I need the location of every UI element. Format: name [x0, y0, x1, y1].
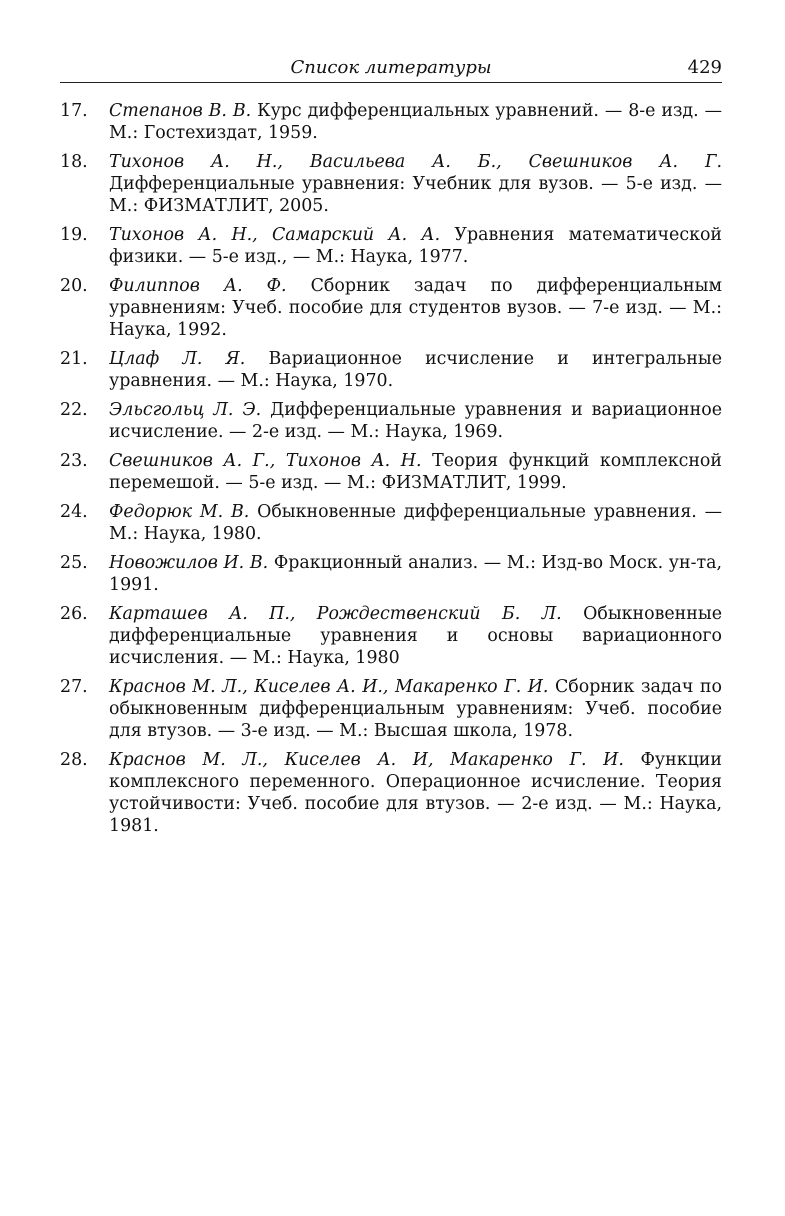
reference-authors: Степанов В. В.: [109, 101, 252, 121]
reference-text: Дифференциальные уравнения: Учебник для вузов. — 5-е изд. — М.: ФИЗМАТЛИТ, 2005.: [109, 174, 722, 216]
reference-number: 23.: [60, 451, 88, 471]
reference-authors: Новожилов И. В.: [109, 553, 269, 573]
reference-text: Теория функций комплексной перемешой. — 5-е изд. — М.: ФИЗМАТЛИТ, 1999.: [109, 451, 722, 493]
reference-item: [60, 275, 722, 341]
reference-number: 26.: [60, 604, 88, 624]
reference-authors: Свешников А. Г., Тихонов А. Н.: [109, 451, 422, 471]
reference-item: [60, 348, 722, 392]
reference-number: 27.: [60, 677, 88, 697]
reference-text: Вариационное исчисление и интегральные уравнения. — М.: Наука, 1970.: [109, 349, 722, 391]
reference-text: Фракционный анализ. — М.: Изд-во Моск. ун-та, 1991.: [109, 553, 723, 595]
reference-text: Обыкновенные дифференциальные уравнения и основы вариационного исчисления. — М.: Наука, 1980: [109, 604, 722, 668]
reference-item: [60, 501, 722, 545]
reference-text: Уравнения математической физики. — 5-е изд., — М.: Наука, 1977.: [109, 225, 722, 267]
reference-authors: Федорюк М. В.: [109, 502, 250, 522]
reference-authors: Тихонов А. Н., Самарский А. А.: [109, 225, 441, 245]
reference-text: Сборник задач по дифференциальным уравнениям: Учеб. пособие для студентов вузов. — 7-е изд. — М.: Наука, 1992.: [109, 276, 723, 340]
reference-number: 18.: [60, 152, 88, 172]
reference-number: 19.: [60, 225, 88, 245]
reference-list: [60, 100, 722, 844]
reference-item: [60, 151, 722, 217]
reference-number: 21.: [60, 349, 88, 369]
reference-number: 24.: [60, 502, 88, 522]
reference-item: [60, 552, 722, 596]
reference-item: [60, 450, 722, 494]
reference-authors: Цлаф Л. Я.: [109, 349, 246, 369]
reference-authors: Тихонов А. Н., Васильева А. Б., Свешников А. Г.: [109, 152, 722, 172]
reference-authors: Карташев А. П., Рождественский Б. Л.: [109, 604, 562, 624]
reference-text: Обыкновенные дифференциальные уравнения. — М.: Наука, 1980.: [109, 502, 723, 544]
reference-item: [60, 100, 722, 144]
reference-authors: Эльсгольц Л. Э.: [109, 400, 262, 420]
reference-number: 25.: [60, 553, 88, 573]
reference-authors: Краснов М. Л., Киселев А. И, Макаренко Г. И.: [109, 750, 624, 770]
reference-item: [60, 676, 722, 742]
reference-text: Курс дифференциальных уравнений. — 8-е изд. — М.: Гостехиздат, 1959.: [109, 101, 722, 143]
reference-item: [60, 224, 722, 268]
running-title: Список литературы: [290, 57, 492, 78]
reference-number: 17.: [60, 101, 88, 121]
running-header: [60, 58, 722, 83]
reference-text: Дифференциальные уравнения и вариационное исчисление. — 2-е изд. — М.: Наука, 1969.: [109, 400, 723, 442]
reference-authors: Краснов М. Л., Киселев А. И., Макаренко Г. И.: [109, 677, 549, 697]
reference-number: 20.: [60, 276, 88, 296]
reference-item: [60, 749, 722, 837]
reference-text: Функции комплексного переменного. Операционное исчисление. Теория устойчивости: Учеб. пособие для втузов. — 2-е изд. — М.: Наука, 1981.: [109, 750, 722, 836]
page-number: 429: [687, 57, 722, 78]
reference-item: [60, 603, 722, 669]
reference-number: 28.: [60, 750, 88, 770]
reference-number: 22.: [60, 400, 88, 420]
reference-authors: Филиппов А. Ф.: [109, 276, 287, 296]
reference-item: [60, 399, 722, 443]
reference-text: Сборник задач по обыкновенным дифференциальным уравнениям: Учеб. пособие для втузов. — 3-е изд. — М.: Высшая школа, 1978.: [109, 677, 722, 741]
